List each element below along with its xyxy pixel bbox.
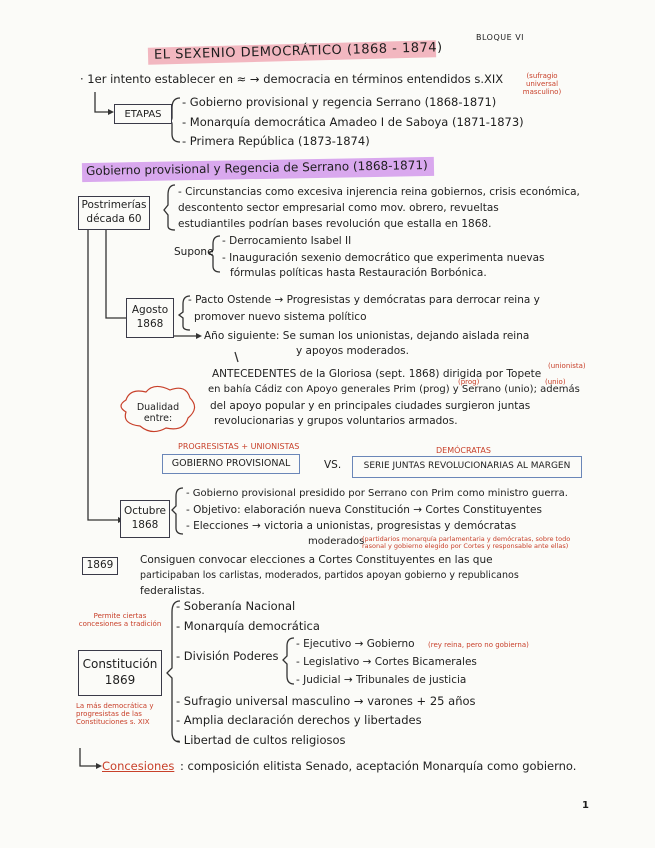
supone-item-3: fórmulas políticas hasta Restauración Borbónica. <box>230 267 487 279</box>
bloque-label: BLOQUE VI <box>476 33 525 42</box>
constitucion-item-3: - División Poderes <box>176 649 279 663</box>
supone-label: Supone <box>174 246 214 258</box>
concesiones-label: Concesiones <box>102 759 175 773</box>
antecedentes-line-1: ANTECEDENTES de la Gloriosa (sept. 1868) dirigida por Topete <box>212 368 542 380</box>
page-title: EL SEXENIO DEMOCRÁTICO (1868 - 1874) <box>153 40 443 63</box>
etapas-box: ETAPAS <box>114 104 172 124</box>
antecedentes-line-4: revolucionarias y grupos voluntarios armados. <box>214 415 458 427</box>
context-line-2: descontento sector empresarial como mov. obrero, revueltas <box>178 202 499 214</box>
intro-note: (sufragio universal masculino) <box>522 72 562 97</box>
antecedentes-line-3: del apoyo popular y en principales ciudades surgieron juntas <box>210 400 531 412</box>
topete-note: (unionista) <box>548 362 586 370</box>
octubre-line-4: moderados <box>308 536 365 547</box>
section1-heading: Gobierno provisional y Regencia de Serrano (1868-1871) <box>85 158 428 178</box>
etapa-item-2: - Monarquía democrática Amadeo I de Saboya (1871-1873) <box>182 115 524 129</box>
poder-legislativo: - Legislativo → Cortes Bicamerales <box>296 656 477 668</box>
constitucion-item-4: - Sufragio universal masculino → varones + 25 años <box>176 694 476 708</box>
context-line-1: - Circunstancias como excesiva injerencia reina gobiernos, crisis económica, <box>178 186 580 198</box>
poder-judicial: - Judicial → Tribunales de justicia <box>296 674 467 686</box>
constitucion-box: Constitución 1869 <box>78 650 162 696</box>
poder-ejecutivo: - Ejecutivo → Gobierno <box>296 638 415 650</box>
vs-label: VS. <box>324 459 342 471</box>
octubre-note: (partidarios monarquía parlamentaria y demócratas, sobre todo rasonal y gobierno elegido por Cortes y responsable ante ellas) <box>362 535 571 551</box>
octubre-line-2: - Objetivo: elaboración nueva Constitución → Cortes Constituyentes <box>186 504 542 516</box>
prim-note: (prog) <box>458 378 480 386</box>
ejecutivo-note: (rey reina, pero no gobierna) <box>428 641 529 649</box>
constitucion-item-1: - Soberanía Nacional <box>176 599 296 613</box>
constitucion-item-6: - Libertad de cultos religiosos <box>176 733 346 747</box>
supone-item-1: - Derrocamiento Isabel II <box>222 235 352 247</box>
context-line-3: estudiantiles podrían bases revolución que estalla en 1868. <box>178 218 492 230</box>
concesiones-text: : composición elitista Senado, aceptación Monarquía como gobierno. <box>180 759 577 773</box>
agosto-line-1: - Pacto Ostende → Progresistas y demócratas para derrocar reina y <box>188 294 540 306</box>
etapa-item-1: - Gobierno provisional y regencia Serrano (1868-1871) <box>182 95 497 109</box>
octubre-box: Octubre 1868 <box>120 500 170 538</box>
gobierno-provisional-box: GOBIERNO PROVISIONAL <box>162 454 300 474</box>
democratas-note: DEMÓCRATAS <box>436 446 491 455</box>
intro-text: · 1er intento establecer en ≈ → democracia en términos entendidos s.XIX <box>80 72 504 86</box>
ano-siguiente-2: y apoyos moderados. <box>296 345 409 357</box>
progresistas-note: PROGRESISTAS + UNIONISTAS <box>178 442 300 451</box>
juntas-box: SERIE JUNTAS REVOLUCIONARIAS AL MARGEN <box>352 456 582 478</box>
l1869-line-3: federalistas. <box>140 585 205 597</box>
agosto-box: Agosto 1868 <box>126 298 174 338</box>
constitucion-item-5: - Amplia declaración derechos y libertades <box>176 713 422 727</box>
agosto-line-2: promover nuevo sistema político <box>194 311 367 323</box>
l1869-line-1: Consiguen convocar elecciones a Cortes Constituyentes en las que <box>140 554 493 566</box>
constitucion-note-top: Permite ciertas concesiones a tradición <box>78 612 162 629</box>
octubre-line-3: - Elecciones → victoria a unionistas, progresistas y demócratas <box>186 520 517 532</box>
dualidad-label: Dualidad entre: <box>136 402 180 425</box>
supone-item-2: - Inauguración sexenio democrático que experimenta nuevas <box>222 252 545 264</box>
constitucion-item-2: - Monarquía democrática <box>176 619 320 633</box>
constitucion-note-bottom: La más democrática y progresistas de las Constituciones s. XIX <box>76 702 154 727</box>
postrimerias-box: Postrimerías década 60 <box>78 196 150 230</box>
ano-siguiente: Año siguiente: Se suman los unionistas, dejando aislada reina <box>204 330 530 342</box>
antecedentes-line-2: en bahía Cádiz con Apoyo generales Prim (prog) y Serrano (unio); además <box>208 384 580 395</box>
year-1869-box: 1869 <box>82 557 118 575</box>
page-number: 1 <box>582 800 589 811</box>
etapa-item-3: - Primera República (1873-1874) <box>182 134 370 148</box>
octubre-line-1: - Gobierno provisional presidido por Serrano con Prim como ministro guerra. <box>186 488 568 499</box>
serrano-note: (unio) <box>545 378 566 386</box>
l1869-line-2: participaban los carlistas, moderados, partidos apoyan gobierno y republicanos <box>140 570 519 581</box>
